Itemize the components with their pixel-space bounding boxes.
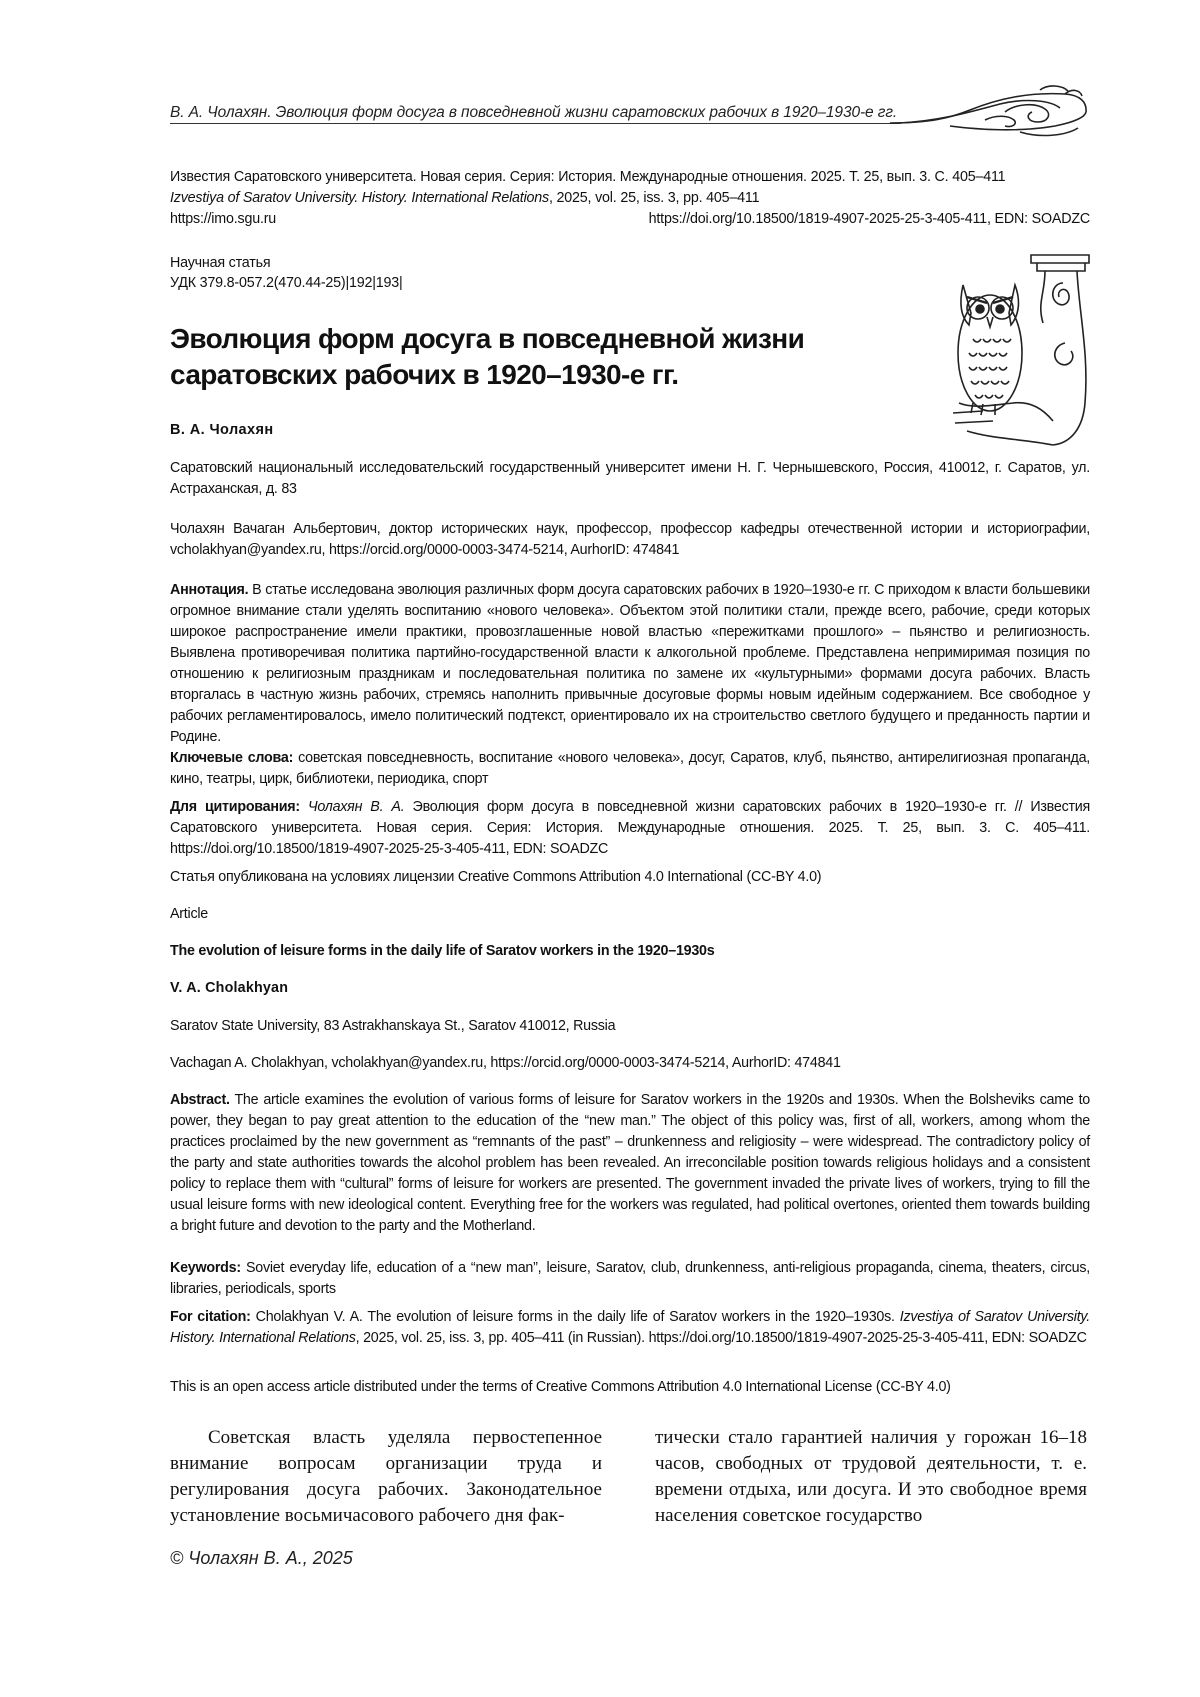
keywords-en xyxy=(170,1258,1090,1300)
keywords-ru xyxy=(170,748,1090,790)
publication-info xyxy=(170,167,1090,230)
doi-link[interactable]: https://doi.org/10.18500/1819-4907-2025-25-3-405-411, EDN: SOADZC xyxy=(648,211,1090,227)
affiliation-ru: Саратовский национальный исследовательский государственный университет имени Н. Г. Чернышевского, Россия, 410012, г. Саратов, ул. Астраханская, д. 83 xyxy=(170,460,1090,497)
article-title xyxy=(170,321,890,393)
title-line-2: саратовских рабочих в 1920–1930-е гг. xyxy=(170,359,679,390)
keywords-ru-text: советская повседневность, воспитание «нового человека», досуг, Саратов, клуб, пьянство, антирелигиозная пропаганда, кино, театры, цирк, библиотеки, периодика, спорт xyxy=(170,750,1090,787)
affiliation-en: Saratov State University, 83 Astrakhanskaya St., Saratov 410012, Russia xyxy=(170,1018,616,1034)
citation-ru xyxy=(170,797,1090,860)
ornament-icon xyxy=(890,82,1090,144)
udk-code: УДК 379.8-057.2(470.44-25)|192|193| xyxy=(170,275,403,291)
author-info-ru: Чолахян Вачаган Альбертович, доктор исторических наук, профессор, профессор кафедры отечественной истории и историографии, vcholakhyan@yandex.ru, https://orcid.org/0000-0003-3474-5214, AurhorID: 474841 xyxy=(170,521,1090,558)
author-name-en: V. A. Cholakhyan xyxy=(170,980,289,996)
abstract-en xyxy=(170,1090,1090,1237)
body-column-left: Советская власть уделяла первостепенное внимание вопросам организации труда и регулирования досуга рабочих. Законодательное установление восьмичасового рабочего дня фак- xyxy=(170,1427,602,1526)
article-label-en: Article xyxy=(170,906,208,922)
body-column-right: тически стало гарантией наличия у горожан 16–18 часов, свободных от трудовой деятельности, т. е. времени отдыха, или досуга. И это свободное время населения советское государство xyxy=(655,1427,1087,1526)
journal-en-line xyxy=(170,188,1090,209)
citation-en-text-1: Cholakhyan V. A. The evolution of leisure forms in the daily life of Saratov workers in the 1920–1930s. xyxy=(250,1309,900,1325)
abstract-label: Abstract. xyxy=(170,1092,230,1108)
citation-en xyxy=(170,1307,1090,1349)
license-ru: Статья опубликована на условиях лицензии Creative Commons Attribution 4.0 International (CC-BY 4.0) xyxy=(170,869,822,885)
citation-ru-label: Для цитирования: xyxy=(170,799,300,815)
keywords-en-text: Soviet everyday life, education of a “new man”, leisure, Saratov, club, drunkenness, anti-religious propaganda, cinema, theaters, circus, libraries, periodicals, sports xyxy=(170,1260,1090,1297)
keywords-ru-label: Ключевые слова: xyxy=(170,750,294,766)
article-type: Научная статья xyxy=(170,255,271,271)
title-line-1: Эволюция форм досуга в повседневной жизни xyxy=(170,323,805,354)
abstract-text: The article examines the evolution of various forms of leisure for Saratov workers in the 1920s and 1930s. When the Bolsheviks came to power, they began to pay great attention to the education of the “new man.” The object of this policy was, first of all, workers, among whom the practices proclaimed by the new government as “remnants of the past” – drunkenness and religiosity – were widespread. The contradictory policy of the party and state authorities towards the alcohol problem has been revealed. An irreconcilable position towards religious holidays and a consistent policy to replace them with “cultural” forms of leisure for workers are presented. The government invaded the private lives of workers, trying to fill the usual leisure forms with new ideological content. Everything free for the workers was regulated, had political overtones, oriented them towards building a bright future and devotion to the party and the Motherland. xyxy=(170,1092,1090,1234)
journal-en-name: Izvestiya of Saratov University. History. International Relations xyxy=(170,190,549,206)
annotation-label: Аннотация. xyxy=(170,582,249,598)
citation-en-text-2: , 2025, vol. 25, iss. 3, pp. 405–411 (in Russian). https://doi.org/10.18500/1819-4907-2025-25-3-405-411, EDN: SOADZC xyxy=(355,1330,1087,1346)
copyright-notice: © Чолахян В. А., 2025 xyxy=(170,1548,353,1568)
keywords-en-label: Keywords: xyxy=(170,1260,241,1276)
article-meta xyxy=(170,253,403,293)
article-title-en: The evolution of leisure forms in the daily life of Saratov workers in the 1920–1930s xyxy=(170,943,715,959)
journal-site-link[interactable]: https://imo.sgu.ru xyxy=(170,211,277,227)
citation-ru-text: Эволюция форм досуга в повседневной жизни саратовских рабочих в 1920–1930-е гг. // Известия Саратовского университета. Новая серия. Серия: История. Международные отношения. 2025. Т. 25, вып. 3. С. 405–411. https://doi.org/10.18500/1819-4907-2025-25-3-405-411, EDN: SOADZC xyxy=(170,799,1090,857)
annotation-ru xyxy=(170,580,1090,748)
citation-ru-author: Чолахян В. А. xyxy=(299,799,405,815)
citation-en-journal: Izvestiya of Saratov University. History. International Relations xyxy=(170,1309,1090,1346)
annotation-text: В статье исследована эволюция различных форм досуга саратовских рабочих в 1920–1930-е гг. С приходом к власти большевики огромное внимание стали уделять воспитанию «нового человека». Объектом этой политики стали, прежде всего, рабочие, среди которых широкое распространение имели практики, провозглашенные новой властью «пережитками прошлого» – пьянство и религиозность. Выявлена противоречивая политика партийно-государственной власти к алкогольной проблеме. Представлена непримиримая позиция по отношению к религиозным праздникам и последовательная политика по замене их «культурными» формами досуга рабочих. Власть вторгалась в частную жизнь рабочих, стремясь наполнить привычные досуговые формы новым идейным содержанием. Все свободное у рабочих регламентировалось, имело политический подтекст, ориентировало их на строительство светлого будущего и преданность партии и Родине. xyxy=(170,582,1090,745)
journal-ru-line: Известия Саратовского университета. Новая серия. Серия: История. Международные отношения. 2025. Т. 25, вып. 3. С. 405–411 xyxy=(170,169,1006,185)
header-divider xyxy=(170,123,900,124)
running-header: В. А. Чолахян. Эволюция форм досуга в повседневной жизни саратовских рабочих в 1920–1930-е гг. xyxy=(170,104,898,121)
journal-en-issue: , 2025, vol. 25, iss. 3, pp. 405–411 xyxy=(549,190,760,206)
license-en: This is an open access article distributed under the terms of Creative Commons Attribution 4.0 International License (CC-BY 4.0) xyxy=(170,1379,951,1395)
links-line xyxy=(170,209,1090,230)
author-info-en: Vachagan A. Cholakhyan, vcholakhyan@yandex.ru, https://orcid.org/0000-0003-3474-5214, AurhorID: 474841 xyxy=(170,1055,841,1071)
author-name-ru: В. А. Чолахян xyxy=(170,422,274,438)
citation-en-label: For citation: xyxy=(170,1309,251,1325)
owl-emblem-icon xyxy=(953,253,1091,449)
